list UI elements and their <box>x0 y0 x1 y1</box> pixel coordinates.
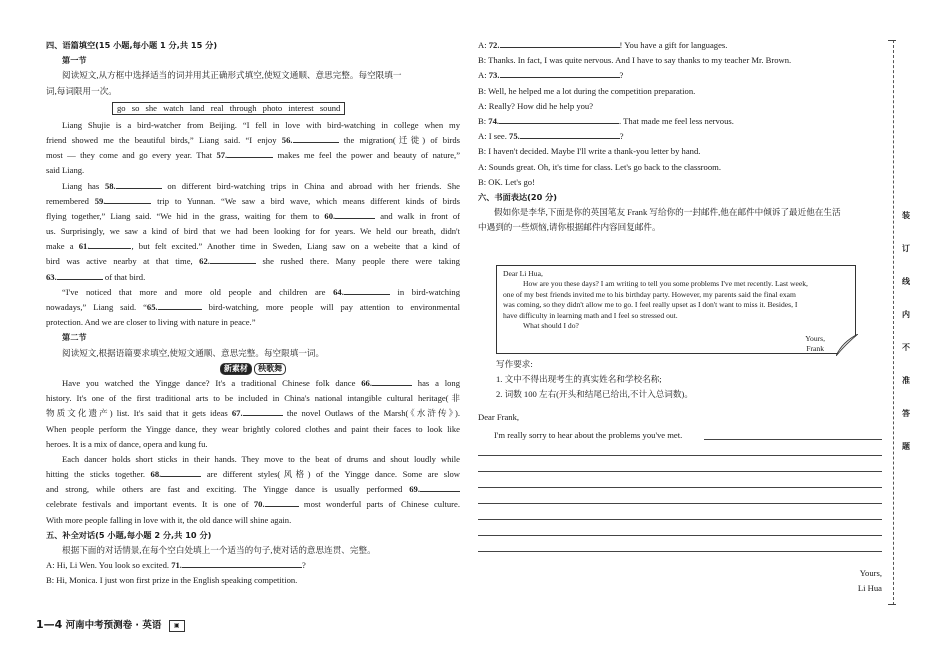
material-badges <box>46 361 460 376</box>
blank-75[interactable] <box>520 129 620 139</box>
section5-title: 五、补全对话(5 小题,每小题 2 分,共 10 分) <box>46 529 212 540</box>
binding-char: 答 <box>902 409 910 418</box>
letter-line: How are you these days? I am writing to tell you some problems I've met recently. Last week, <box>523 279 808 289</box>
blank-66[interactable] <box>372 376 412 386</box>
blank-65[interactable] <box>158 300 202 310</box>
dialogue-line: A: Hi, Li Wen. You look so excited. 71. ? <box>46 560 306 571</box>
letter-line: was coming, so they didn't allow me to go. I feel really upset as I don't want to miss it. Besides, I <box>503 300 798 310</box>
blank-72[interactable] <box>500 38 620 48</box>
passage-line: most — they come and go every year. That 57. makes me feel the power and beauty of nature,” <box>46 150 461 161</box>
passage-line: bird was active nearby at that time, 62. she rushed there. Many people there were taking <box>46 256 460 267</box>
section5-instruction: 根据下面的对话情景,在每个空白处填上一个适当的句子,使对话的意思连贯、完整。 <box>62 545 376 555</box>
email-letter-box <box>496 265 856 354</box>
letter-closing: Yours, Li Hua <box>857 568 882 594</box>
passage-line: With more people falling in love with it, the old dance will shine again. <box>46 514 292 525</box>
writing-line[interactable] <box>704 439 882 440</box>
blank-56[interactable] <box>293 133 339 143</box>
part1-title: 第一节 <box>62 55 87 66</box>
requirement-item: 2. 词数 100 左右(开头和结尾已给出,不计入总词数)。 <box>496 389 693 400</box>
letter-salutation: Dear Frank, <box>478 412 520 422</box>
section6-instruction-2: 中遇到的一些烦恼,请你根据邮件内容回复邮件。 <box>478 222 661 233</box>
passage-line: When people perform the Yingge dance, they wear brightly colored clothes and paint their faces to look like <box>46 423 460 434</box>
publisher-logo-icon: ▣ <box>169 620 185 632</box>
footer-title: 河南中考预测卷 · 英语 <box>65 620 162 631</box>
binding-char: 准 <box>902 376 910 385</box>
writing-line[interactable] <box>478 503 882 504</box>
dialogue-line: A: 73. ? <box>478 70 624 81</box>
binding-char: 题 <box>902 442 910 451</box>
passage-line: “I've noticed that more and more old people and children are 64. in bird-watching <box>62 286 461 297</box>
binding-char: 内 <box>902 310 910 319</box>
passage-line: us. Surprisingly, we saw a kind of bird that we had been looking for for years. We held our breath, didn't <box>46 226 460 237</box>
blank-60[interactable] <box>335 209 375 219</box>
dialogue-line: B: 74. . That made me feel less nervous. <box>478 115 734 126</box>
blank-73[interactable] <box>500 68 620 78</box>
writing-requirements <box>496 357 693 403</box>
passage-line: heroes. It is a mix of dance, opera and kung fu. <box>46 438 208 449</box>
passage-line: hitting the sticks together. 68. are different styles(风格) of the Yingge dance. Some are slow <box>46 469 460 480</box>
blank-57[interactable] <box>227 148 273 158</box>
part2-instruction: 阅读短文,根据语篇要求填空,使短文通顺、意思完整。每空限填一词。 <box>62 347 325 358</box>
part1-instruction-2: 词,每词限用一次。 <box>46 85 117 96</box>
writing-line[interactable] <box>478 519 882 520</box>
topic-badge: 秧歌舞 <box>254 363 286 375</box>
page-curl-icon <box>836 334 858 356</box>
passage-line: Have you watched the Yingge dance? It's a traditional Chinese folk dance 66. has a long <box>62 377 460 388</box>
blank-61[interactable] <box>89 239 131 249</box>
passage-line: said Liang. <box>46 165 85 176</box>
letter-line: one of my best friends invited me to his birthday party. However, my parents said the final exam <box>503 289 796 299</box>
dialogue-line: B: I haven't decided. Maybe I'll write a thank-you letter by hand. <box>478 146 701 157</box>
blank-71[interactable] <box>182 558 302 568</box>
dialogue-line: B: Thanks. In fact, I was quite nervous. And I have to say thanks to my teacher Mr. Brown. <box>478 55 792 66</box>
word-box: go so she watch land real through photo interest sound <box>112 102 345 115</box>
part1-instruction: 阅读短文,从方框中选择适当的词并用其正确形式填空,使短文通顺、意思完整。每空限填一 <box>62 70 402 81</box>
passage-line: 63. of that bird. <box>46 271 146 282</box>
passage-line: friend showed me the beautiful birds,” Liang said. “I enjoy 56. the migration(迁徙) of birds <box>46 134 460 145</box>
passage-line: flying together,” Liang said. “We hid in the grass, waiting for them to 60. and walk in front of <box>46 210 460 221</box>
blank-58[interactable] <box>116 179 162 189</box>
passage-line: Each dancer holds short sticks in their hands. They move to the beat of drums and shout loudly while <box>62 453 460 464</box>
passage-line: celebrate festivals and important events. It is one of 70. most wonderful parts of Chinese culture. <box>46 499 460 510</box>
writing-line[interactable] <box>478 551 882 552</box>
section6-title: 六、书面表达(20 分) <box>478 191 558 202</box>
dialogue-line: A: Sounds great. Oh, it's time for class. Let's go back to the classroom. <box>478 161 721 172</box>
dialogue-line: A: Really? How did he help you? <box>478 100 594 111</box>
left-column <box>46 38 460 589</box>
writing-line[interactable] <box>478 455 882 456</box>
passage-line: remembered 59. trip to Yunnan. “We saw a bird wave, which means different kinds of birds <box>46 195 460 206</box>
blank-69[interactable] <box>420 482 460 492</box>
letter-line: What should I do? <box>523 320 579 330</box>
dialogue-line: B: OK. Let's go! <box>478 176 535 187</box>
right-column <box>478 38 886 235</box>
passage-line: Liang Shujie is a bird-watcher from Beijing. “I fell in love with bird-watching in college when my <box>62 119 460 130</box>
binding-char: 线 <box>902 277 910 286</box>
blank-67[interactable] <box>243 406 283 416</box>
letter-line: have difficulty in learning math and I feel so stressed out. <box>503 310 678 320</box>
requirement-item: 1. 文中不得出现考生的真实姓名和学校名称; <box>496 374 662 385</box>
passage-line: make a 61. , but felt excited.” Another time in Sweden, Liang saw on a webeite that a kind of <box>46 241 460 252</box>
blank-62[interactable] <box>210 254 256 264</box>
letter-opening: I'm really sorry to hear about the problems you've met. <box>494 430 683 440</box>
passage-line: nowadays,” Liang said. “65. bird-watching, more people will pay attention to environmental <box>46 302 460 312</box>
letter-greeting: Dear Li Hua, <box>503 269 543 278</box>
binding-line <box>893 40 895 605</box>
passage-line: protection. And we are closer to living with nature in peace.” <box>46 317 256 328</box>
dialogue-line: A: 72. ! You have a gift for languages. <box>478 40 728 50</box>
writing-line[interactable] <box>478 471 882 472</box>
blank-64[interactable] <box>344 285 390 295</box>
blank-74[interactable] <box>499 114 619 124</box>
writing-line[interactable] <box>478 487 882 488</box>
requirements-title: 写作要求: <box>496 359 533 369</box>
blank-59[interactable] <box>105 194 151 204</box>
binding-char: 装 <box>902 211 910 220</box>
writing-line[interactable] <box>478 535 882 536</box>
passage-line: Liang has 58. on different bird-watching trips in China and abroad with her friends. She <box>62 180 460 191</box>
passage-line: and strong, while others are fast and exciting. The Yingge dance is usually performed 69. <box>46 482 460 497</box>
new-material-badge: 新素材 <box>220 363 252 375</box>
part2-title: 第二节 <box>62 332 87 343</box>
passage-line: history. It's one of the first traditional arts to be included in China's national intangible cultural heritage(非 <box>46 393 460 404</box>
dialogue-line: A: I see. 75. ? <box>478 131 624 142</box>
section4-title: 四、语篇填空(15 小题,每小题 1 分,共 15 分) <box>46 40 218 50</box>
blank-68[interactable] <box>161 467 201 477</box>
section6-instruction: 假如你是李华,下面是你的英国笔友 Frank 写给你的一封邮件,他在邮件中倾诉了最近他在生活 <box>494 207 841 218</box>
dialogue-line: B: Well, he helped me a lot during the competition preparation. <box>478 85 696 96</box>
binding-char: 不 <box>902 343 910 352</box>
letter-signature: Yours, Frank <box>805 334 825 353</box>
binding-char: 订 <box>902 244 910 253</box>
blank-70[interactable] <box>265 497 299 507</box>
dialogue-line: B: Hi, Monica. I just won first prize in the English speaking competition. <box>46 575 298 586</box>
margin-tick <box>888 40 896 41</box>
page-footer <box>36 619 185 632</box>
passage-line: 物质文化遗产) list. It's said that it gets ideas 67. the novel Outlaws of the Marsh(《水浒传》). <box>46 408 460 419</box>
binding-notice <box>900 212 912 476</box>
blank-63[interactable] <box>57 270 103 280</box>
page-number: 1—4 <box>36 618 63 631</box>
margin-tick <box>888 604 896 605</box>
